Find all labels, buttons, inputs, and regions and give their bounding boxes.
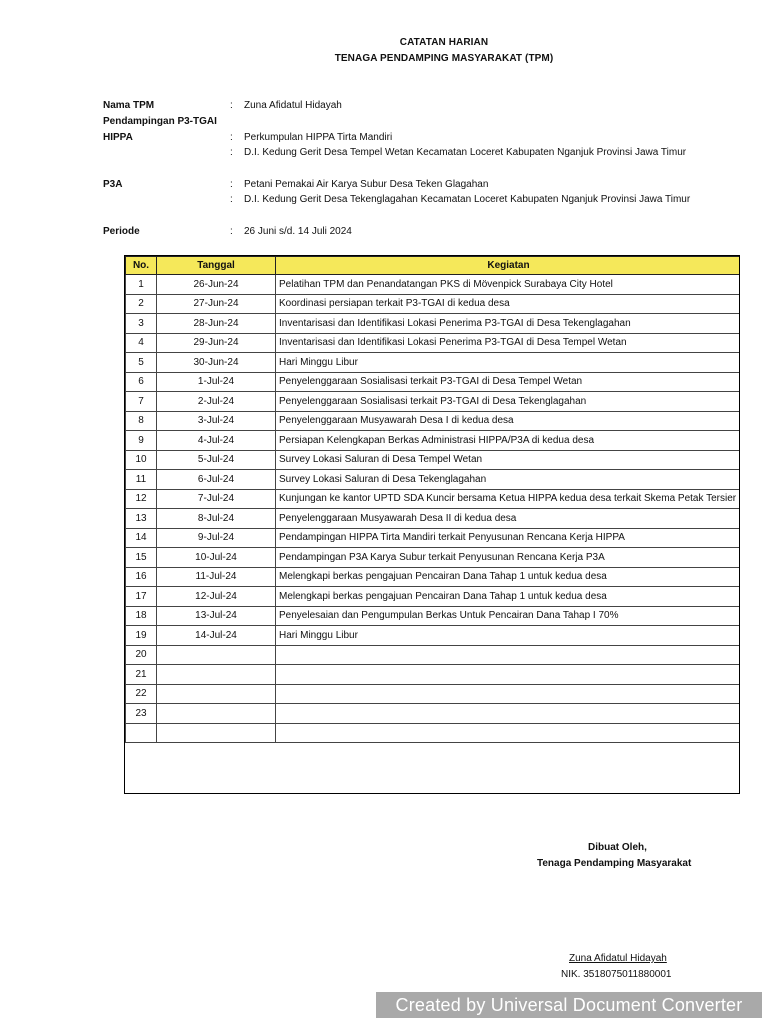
info-label: P3A — [103, 179, 123, 190]
cell-kegiatan — [276, 645, 741, 665]
info-hippa-location — [0, 146, 768, 160]
cell-no: 11 — [126, 470, 157, 490]
cell-no: 4 — [126, 333, 157, 353]
table-row — [126, 314, 741, 334]
cell-kegiatan: Persiapan Kelengkapan Berkas Administrasi HIPPA/P3A di kedua desa — [276, 431, 741, 451]
cell-no: 9 — [126, 431, 157, 451]
cell-tanggal: 12-Jul-24 — [157, 587, 276, 607]
table-row — [126, 411, 741, 431]
cell-no: 8 — [126, 411, 157, 431]
table-row — [126, 684, 741, 704]
cell-tanggal: 11-Jul-24 — [157, 567, 276, 587]
cell-tanggal: 30-Jun-24 — [157, 353, 276, 373]
info-colon: : — [230, 132, 233, 143]
cell-kegiatan: Pelatihan TPM dan Penandatangan PKS di Mövenpick Surabaya City Hotel — [276, 275, 741, 295]
table-row — [126, 548, 741, 568]
cell-tanggal: 27-Jun-24 — [157, 294, 276, 314]
cell-kegiatan — [276, 665, 741, 685]
table-row — [126, 275, 741, 295]
cell-no: 2 — [126, 294, 157, 314]
cell-tanggal — [157, 723, 276, 743]
cell-kegiatan: Penyelenggaraan Musyawarah Desa II di kedua desa — [276, 509, 741, 529]
table-row — [126, 470, 741, 490]
cell-no: 20 — [126, 645, 157, 665]
cell-kegiatan — [276, 684, 741, 704]
cell-kegiatan: Pendampingan P3A Karya Subur terkait Penyusunan Rencana Kerja P3A — [276, 548, 741, 568]
column-header-no: No. — [126, 257, 157, 275]
cell-kegiatan: Melengkapi berkas pengajuan Pencairan Dana Tahap 1 untuk kedua desa — [276, 587, 741, 607]
cell-no: 17 — [126, 587, 157, 607]
info-periode — [0, 225, 768, 239]
table-row — [126, 626, 741, 646]
table-row — [126, 372, 741, 392]
signature-role: Tenaga Pendamping Masyarakat — [537, 858, 692, 869]
table-row — [126, 431, 741, 451]
converter-watermark: Created by Universal Document Converter — [376, 992, 762, 1018]
cell-kegiatan: Pendampingan HIPPA Tirta Mandiri terkait Penyusunan Rencana Kerja HIPPA — [276, 528, 741, 548]
cell-no: 10 — [126, 450, 157, 470]
cell-no: 5 — [126, 353, 157, 373]
cell-no: 13 — [126, 509, 157, 529]
table-row — [126, 723, 741, 743]
table-row — [126, 294, 741, 314]
cell-tanggal — [157, 684, 276, 704]
cell-kegiatan: Hari Minggu Libur — [276, 353, 741, 373]
cell-no — [126, 723, 157, 743]
table-body — [126, 275, 741, 743]
document-title: CATATAN HARIAN — [399, 37, 489, 48]
cell-kegiatan: Penyelesaian dan Pengumpulan Berkas Untuk Pencairan Dana Tahap I 70% — [276, 606, 741, 626]
cell-kegiatan: Inventarisasi dan Identifikasi Lokasi Penerima P3-TGAI di Desa Tempel Wetan — [276, 333, 741, 353]
cell-tanggal: 6-Jul-24 — [157, 470, 276, 490]
info-value: Petani Pemakai Air Karya Subur Desa Teken Glagahan — [244, 179, 489, 190]
table-row — [126, 606, 741, 626]
cell-tanggal: 1-Jul-24 — [157, 372, 276, 392]
cell-no: 21 — [126, 665, 157, 685]
table-row — [126, 392, 741, 412]
activity-table — [125, 256, 740, 743]
info-nama-tpm — [0, 99, 768, 113]
activity-table-frame — [124, 255, 740, 794]
cell-kegiatan: Penyelenggaraan Musyawarah Desa I di kedua desa — [276, 411, 741, 431]
info-colon: : — [230, 194, 233, 205]
table-row — [126, 665, 741, 685]
signature-nik: NIK. 3518075011880001 — [561, 969, 672, 980]
info-value: Zuna Afidatul Hidayah — [244, 100, 342, 111]
info-colon: : — [230, 226, 233, 237]
cell-kegiatan: Inventarisasi dan Identifikasi Lokasi Penerima P3-TGAI di Desa Tekenglagahan — [276, 314, 741, 334]
table-row — [126, 587, 741, 607]
cell-no: 14 — [126, 528, 157, 548]
cell-no: 15 — [126, 548, 157, 568]
cell-kegiatan: Kunjungan ke kantor UPTD SDA Kuncir bersama Ketua HIPPA kedua desa terkait Skema Petak Tersier — [276, 489, 741, 509]
info-label: HIPPA — [103, 132, 133, 143]
cell-tanggal: 7-Jul-24 — [157, 489, 276, 509]
info-colon: : — [230, 147, 233, 158]
cell-tanggal: 2-Jul-24 — [157, 392, 276, 412]
cell-kegiatan: Koordinasi persiapan terkait P3-TGAI di kedua desa — [276, 294, 741, 314]
table-header-row — [126, 257, 741, 275]
table-row — [126, 450, 741, 470]
cell-no: 7 — [126, 392, 157, 412]
cell-tanggal: 8-Jul-24 — [157, 509, 276, 529]
info-value: 26 Juni s/d. 14 Juli 2024 — [244, 226, 352, 237]
info-colon: : — [230, 100, 233, 111]
table-row — [126, 489, 741, 509]
cell-kegiatan: Melengkapi berkas pengajuan Pencairan Dana Tahap 1 untuk kedua desa — [276, 567, 741, 587]
cell-kegiatan: Penyelenggaraan Sosialisasi terkait P3-TGAI di Desa Tekenglagahan — [276, 392, 741, 412]
cell-kegiatan: Penyelenggaraan Sosialisasi terkait P3-TGAI di Desa Tempel Wetan — [276, 372, 741, 392]
table-row — [126, 353, 741, 373]
table-row — [126, 528, 741, 548]
table-row — [126, 645, 741, 665]
signature-name: Zuna Afidatul Hidayah — [569, 953, 667, 964]
cell-tanggal: 5-Jul-24 — [157, 450, 276, 470]
cell-kegiatan: Hari Minggu Libur — [276, 626, 741, 646]
cell-no: 23 — [126, 704, 157, 724]
cell-tanggal: 26-Jun-24 — [157, 275, 276, 295]
cell-no: 3 — [126, 314, 157, 334]
info-label: Nama TPM — [103, 100, 155, 111]
cell-kegiatan: Survey Lokasi Saluran di Desa Tekenglagahan — [276, 470, 741, 490]
table-row — [126, 333, 741, 353]
cell-no: 22 — [126, 684, 157, 704]
cell-tanggal: 29-Jun-24 — [157, 333, 276, 353]
table-row — [126, 509, 741, 529]
cell-tanggal: 28-Jun-24 — [157, 314, 276, 334]
cell-tanggal: 4-Jul-24 — [157, 431, 276, 451]
info-colon: : — [230, 179, 233, 190]
cell-tanggal: 10-Jul-24 — [157, 548, 276, 568]
cell-tanggal — [157, 645, 276, 665]
cell-tanggal: 3-Jul-24 — [157, 411, 276, 431]
cell-no: 18 — [126, 606, 157, 626]
cell-no: 12 — [126, 489, 157, 509]
column-header-kegiatan: Kegiatan — [276, 257, 741, 275]
info-pendampingan — [0, 115, 768, 129]
cell-tanggal: 14-Jul-24 — [157, 626, 276, 646]
cell-kegiatan — [276, 723, 741, 743]
document-subtitle: TENAGA PENDAMPING MASYARAKAT (TPM) — [334, 53, 554, 64]
cell-no: 1 — [126, 275, 157, 295]
column-header-tanggal: Tanggal — [157, 257, 276, 275]
cell-no: 6 — [126, 372, 157, 392]
cell-no: 19 — [126, 626, 157, 646]
cell-tanggal — [157, 704, 276, 724]
info-p3a-location — [0, 193, 768, 207]
table-row — [126, 567, 741, 587]
cell-tanggal — [157, 665, 276, 685]
info-p3a — [0, 178, 768, 192]
table-row — [126, 704, 741, 724]
cell-no: 16 — [126, 567, 157, 587]
cell-kegiatan: Survey Lokasi Saluran di Desa Tempel Wetan — [276, 450, 741, 470]
signature-made-by: Dibuat Oleh, — [588, 842, 647, 853]
info-label: Periode — [103, 226, 140, 237]
cell-tanggal: 13-Jul-24 — [157, 606, 276, 626]
info-value: Perkumpulan HIPPA Tirta Mandiri — [244, 132, 393, 143]
info-hippa — [0, 131, 768, 145]
cell-kegiatan — [276, 704, 741, 724]
info-label: Pendampingan P3-TGAI — [103, 116, 217, 127]
info-value: D.I. Kedung Gerit Desa Tekenglagahan Kecamatan Loceret Kabupaten Nganjuk Provinsi Jawa Timur — [244, 194, 691, 205]
cell-tanggal: 9-Jul-24 — [157, 528, 276, 548]
info-value: D.I. Kedung Gerit Desa Tempel Wetan Kecamatan Loceret Kabupaten Nganjuk Provinsi Jawa Timur — [244, 147, 687, 158]
